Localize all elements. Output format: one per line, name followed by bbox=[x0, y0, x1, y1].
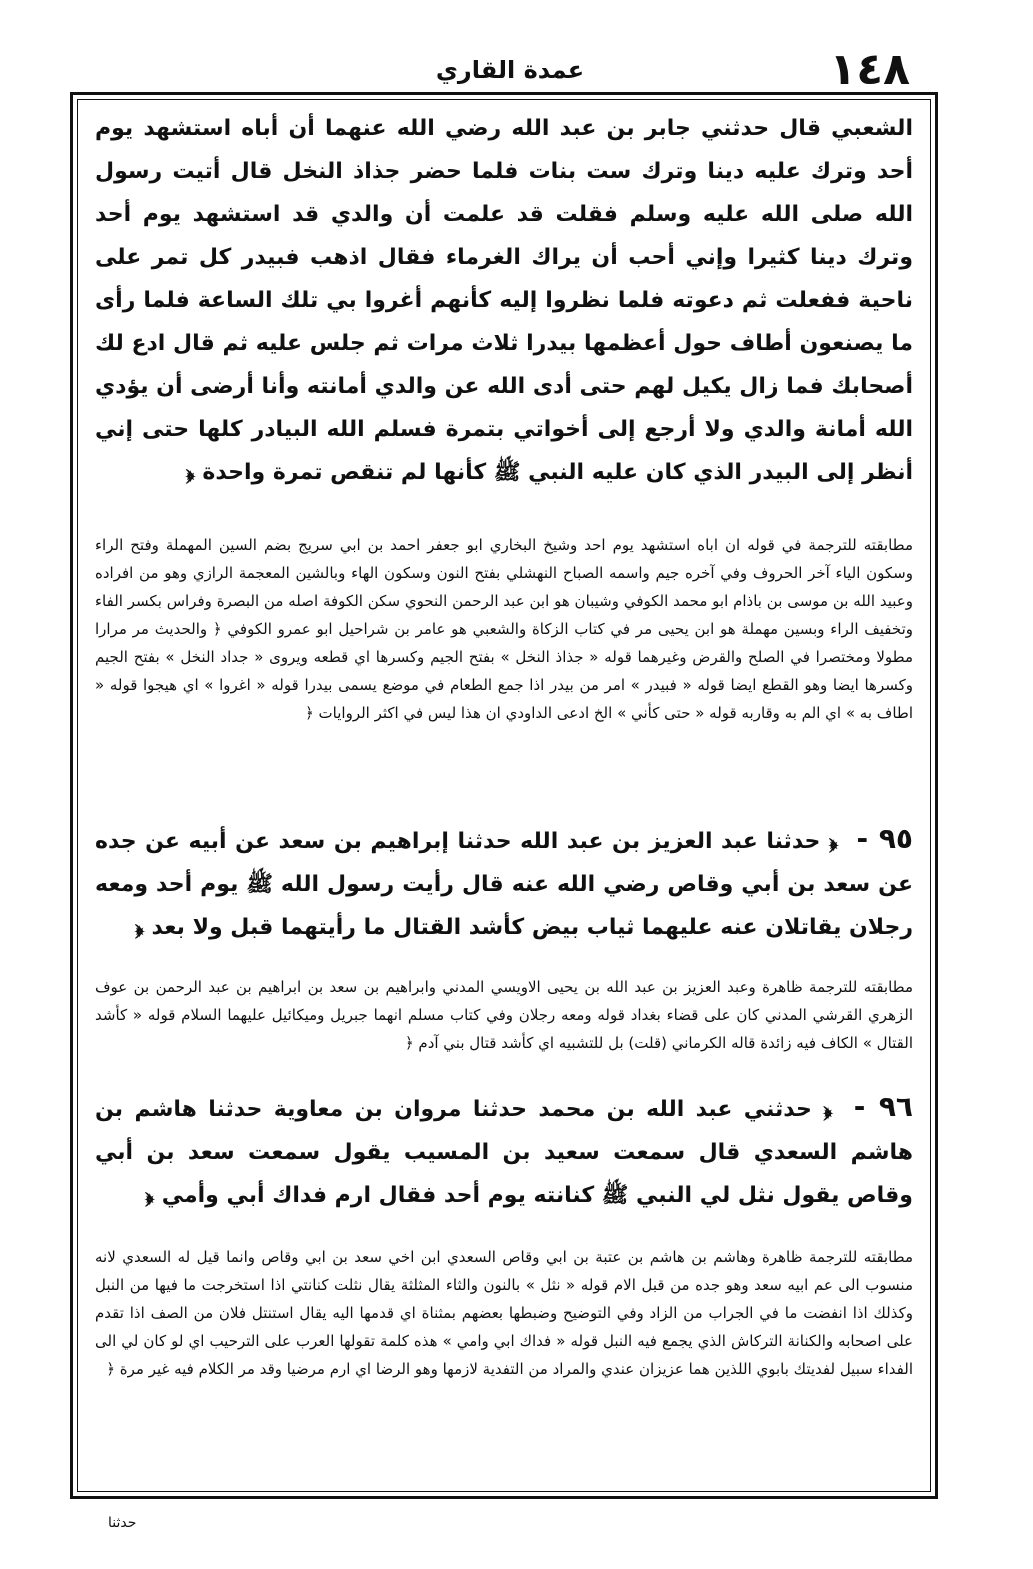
catchword: حدثنا bbox=[108, 1515, 137, 1531]
commentary-96: مطابقته للترجمة ظاهرة وهاشم بن هاشم بن عتبة بن ابي وقاص السعدي ابن اخي سعد بن ابي وقاص وانما قيل له السعدي لانه منسوب الى عم ابيه سعد وهو جده من قبل الام قوله « نثل » بالنون والثاء المثلثة يقال نثلت كنانتي اذا استخرجت ما فيها من النبل وكذلك اذا انفضت ما في الجراب من الزاد وفي التوضيح وضبطها بعضهم بمثناة اي قدمها اليه يقال استنتل فلان من الصف اذا تقدم على اصحابه والكنانة التركاش الذي يجمع فيه النبل قوله « فداك ابي وامي » هذه كلمة تقولها العرب على الترحيب اي لو كان لي الى الفداء سبيل لفديتك بابوي اللذين هما عزيزان عندي والمراد من التفدية لازمها وهو الرضا اي ارم مرضيا وقد مر الكلام فيه غير مرة ﴿ bbox=[95, 1248, 913, 1378]
page-header bbox=[70, 44, 950, 95]
commentary-93: مطابقته للترجمة في قوله ان اباه استشهد يوم احد وشيخ البخاري ابو جعفر احمد بن ابي سريج بضم السين المهملة وفتح الراء وسكون الياء آخر الحروف وفي آخره جيم واسمه الصباح النهشلي بفتح النون وسكون الهاء وبالشين المعجمة الرازي وهو من افراده وعبيد الله بن موسى بن باذام ابو محمد الكوفي وشيبان هو ابن عبد الرحمن النحوي سكن الكوفة اصله من البصرة وفراس بكسر الفاء وتخفيف الراء وبسين مهملة هو ابن يحيى مر في كتاب الزكاة والشعبي هو عامر بن شراحيل ابو عمرو الكوفي ﴿ والحديث مر مرارا مطولا ومختصرا في الصلح والقرض وغيرهما قوله « جذاذ النخل » بفتح الجيم وكسرها اي قطعه ويروى « جداد النخل » بفتح الجيم وكسرها ايضا وهو القطع ايضا قوله « فبيدر » امر من بيدر اذا جمع الطعام في موضع يسمى بيدرا قوله « اغروا » اي هيجوا قوله « اطاف به » اي الم به وقاربه قوله « حتى كأني » الخ ادعى الداودي ان هذا ليس في اكثر الروايات ﴿ bbox=[95, 536, 913, 722]
hadith-96-text: ﴿ حدثني عبد الله بن محمد حدثنا مروان بن معاوية حدثنا هاشم بن هاشم السعدي قال سمعت سعيد بن المسيب يقول سمعت سعد بن أبي وقاص يقول نثل لي النبي ﷺ كنانته يوم أحد فقال ارم فداك أبي وأمي ﴿ bbox=[95, 1097, 913, 1208]
page-number: ١٤٨ bbox=[829, 44, 910, 95]
hadith-96-number: ٩٦ - bbox=[853, 1090, 913, 1123]
hadith-95 bbox=[95, 817, 913, 967]
commentary-95: مطابقته للترجمة ظاهرة وعبد العزيز بن عبد الله بن يحيى الاويسي المدني وابراهيم بن سعد بن ابراهيم بن عبد الرحمن بن عوف الزهري القرشي المدني كان على قضاء بغداد قوله ومعه رجلان وفي كتاب مسلم انهما جبريل وميكائيل عليهما السلام قوله « كأشد القتال » الكاف فيه زائدة قاله الكرماني (قلت) بل للتشبيه اي كأشد قتال بني آدم ﴿ bbox=[95, 978, 913, 1052]
hadith-96 bbox=[95, 1085, 913, 1237]
hadith-93-text: الشعبي قال حدثني جابر بن عبد الله رضي الله عنهما أن أباه استشهد يوم أحد وترك عليه دينا وترك ست بنات فلما حضر جذاذ النخل قال أتيت رسول الله صلى الله عليه وسلم فقلت قد علمت أن والدي قد استشهد يوم أحد وترك دينا كثيرا وإني أحب أن يراك الغرماء فقال اذهب فبيدر كل تمر على ناحية ففعلت ثم دعوته فلما نظروا إليه كأنهم أغروا بي تلك الساعة فلما رأى ما يصنعون أطاف حول أعظمها بيدرا ثلاث مرات ثم جلس عليه ثم قال ادع لك أصحابك فما زال يكيل لهم حتى أدى الله عن والدي أمانته وأنا أرضى أن يؤدي الله أمانة والدي ولا أرجع إلى أخواتي بتمرة فسلم الله البيادر كلها حتى إني أنظر إلى البيدر الذي كان عليه النبي ﷺ كأنها لم تنقص تمرة واحدة ﴿ bbox=[95, 116, 913, 485]
hadith-95-text: ﴿ حدثنا عبد العزيز بن عبد الله حدثنا إبراهيم بن سعد عن أبيه عن جده عن سعد بن أبي وقاص رضي الله عنه قال رأيت رسول الله ﷺ يوم أحد ومعه رجلان يقاتلان عنه عليهما ثياب بيض كأشد القتال ما رأيتهما قبل ولا بعد ﴿ bbox=[95, 829, 913, 940]
book-title: عمدة القاري bbox=[435, 56, 585, 84]
text-frame bbox=[70, 92, 938, 1499]
hadith-95-number: ٩٥ - bbox=[856, 822, 913, 855]
